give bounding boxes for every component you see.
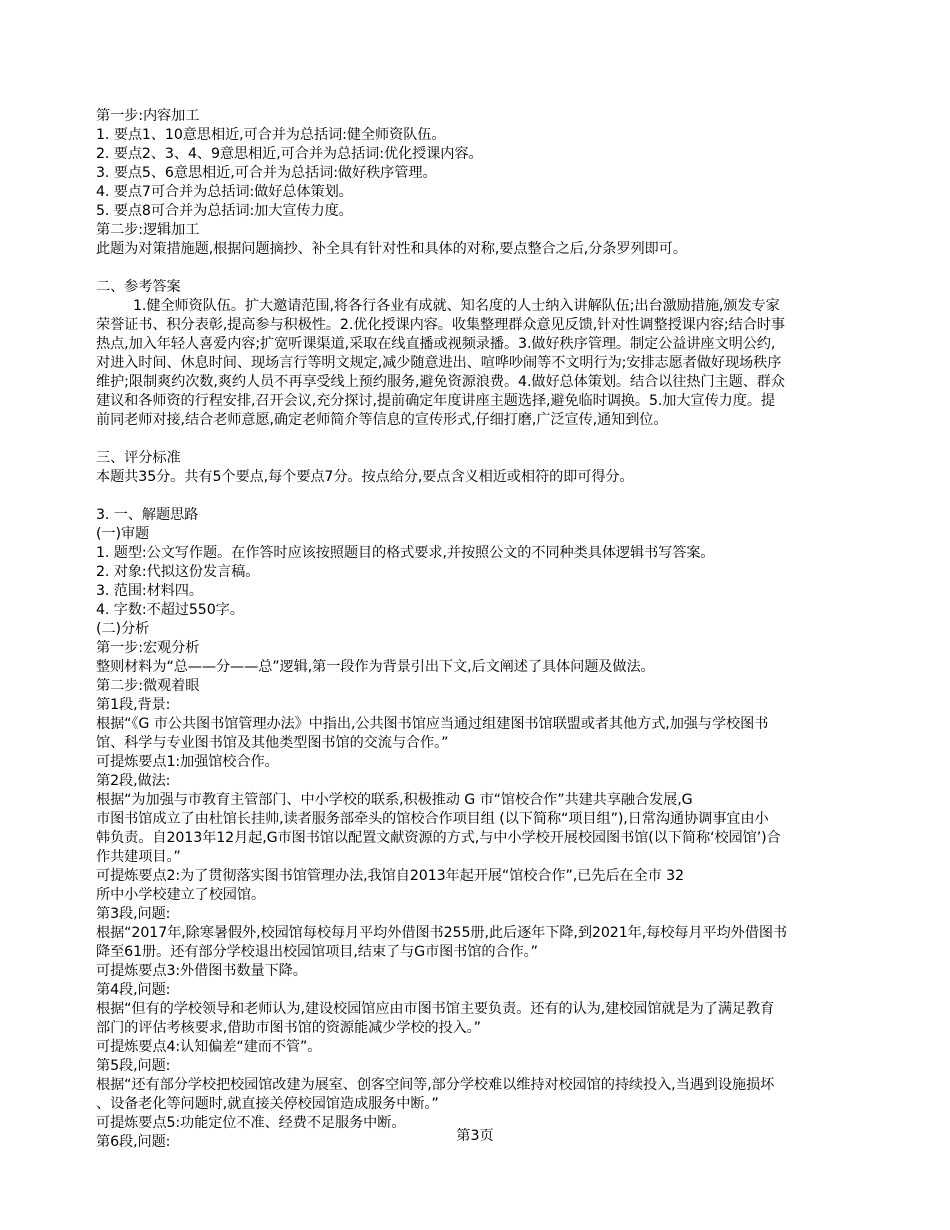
- text-line: 可提炼要点2:为了贯彻落实图书馆管理办法,我馆自2013年起开展“馆校合作”,已先后在全市 32: [96, 868, 684, 884]
- text-line: 根据“还有部分学校把校园馆改建为展室、创客空间等,部分学校难以维持对校园馆的持续投入,当遇到设施损坏: [96, 1077, 775, 1093]
- text-line: 第1段,背景:: [96, 697, 171, 713]
- scoring-heading: 三、评分标准: [96, 450, 181, 466]
- text-line: 2. 要点2、3、4、9意思相近,可合并为总括词:优化授课内容。: [96, 146, 483, 162]
- text-line: 第5段,问题:: [96, 1058, 171, 1074]
- text-line: 可提炼要点3:外借图书数量下降。: [96, 963, 307, 979]
- text-line: 3. 一、解题思路: [96, 507, 199, 523]
- scoring-text: 本题共35分。共有5个要点,每个要点7分。按点给分,要点含义相近或相符的即可得分。: [96, 469, 634, 485]
- text-line: 根据“2017年,除寒暑假外,校园馆每校每月平均外借图书255册,此后逐年下降,到2021年,每校每月平均外借图书: [96, 925, 787, 941]
- spacer: [96, 487, 866, 506]
- text-line: 可提炼要点1:加强馆校合作。: [96, 754, 279, 770]
- text-line: 第4段,问题:: [96, 982, 171, 998]
- text-line: 第一步:宏观分析: [96, 640, 200, 656]
- text-line: 4. 要点7可合并为总括词:做好总体策划。: [96, 184, 353, 200]
- section-content-processing: [96, 107, 866, 259]
- text-line: 韩负责。自2013年12月起,G市图书馆以配置文献资源的方式,与中小学校开展校园图书馆(以下简称‘校园馆’)合: [96, 830, 781, 846]
- text-line: 第2段,做法:: [96, 773, 171, 789]
- text-line: (二)分析: [96, 621, 150, 637]
- answer-heading: 二、参考答案: [96, 279, 181, 295]
- text-line: 第二步:逻辑加工: [96, 222, 200, 238]
- text-line: 5. 要点8可合并为总括词:加大宣传力度。: [96, 203, 353, 219]
- text-line: 市图书馆成立了由杜馆长挂帅,读者服务部牵头的馆校合作项目组 (以下简称“项目组”),日常沟通协调事宜由小: [96, 811, 769, 827]
- text-line: 可提炼要点4:认知偏差“建而不管”。: [96, 1039, 322, 1055]
- text-line: 、设备老化等问题时,就直接关停校园馆造成服务中断。”: [96, 1096, 439, 1112]
- paragraph-line: 荣誉证书、积分表彰,提高参与积极性。2.优化授课内容。收集整理群众意见反馈,针对性调整授课内容;结合时事: [96, 317, 785, 333]
- paragraph-line: 对进入时间、休息时间、现场言行等明文规定,减少随意进出、喧哗吵闹等不文明行为;安排志愿者做好现场秩序: [96, 355, 782, 371]
- text-line: 部门的评估考核要求,借助市图书馆的资源能减少学校的投入。”: [96, 1020, 481, 1036]
- text-line: 第3段,问题:: [96, 906, 171, 922]
- text-line: 降至61册。还有部分学校退出校园馆项目,结束了与G市图书馆的合作。”: [96, 944, 538, 960]
- text-line: 2. 对象:代拟这份发言稿。: [96, 564, 260, 580]
- spacer: [96, 430, 866, 449]
- text-line: 第6段,问题:: [96, 1134, 171, 1150]
- document-body: [96, 107, 866, 1152]
- text-line: 作共建项目。”: [96, 849, 181, 865]
- text-line: 第一步:内容加工: [96, 108, 200, 124]
- text-line: 1. 题型:公文写作题。在作答时应该按照题目的格式要求,并按照公文的不同种类具体逻辑书写答案。: [96, 545, 715, 561]
- paragraph-line: 热点,加入年轻人喜爱内容;扩宽听课渠道,采取在线直播或视频录播。3.做好秩序管理。制定公益讲座文明公约,: [96, 336, 776, 352]
- text-line: 第二步:微观着眼: [96, 678, 200, 694]
- spacer: [96, 259, 866, 278]
- text-line: 所中小学校建立了校园馆。: [96, 887, 266, 903]
- text-line: 根据“但有的学校领导和老师认为,建设校园馆应由市图书馆主要负责。还有的认为,建校园馆就是为了满足教育: [96, 1001, 775, 1017]
- paragraph-line: 建议和各师资的行程安排,召开会议,充分探讨,提前确定年度讲座主题选择,避免临时调换。5.加大宣传力度。提: [96, 393, 776, 409]
- text-line: 此题为对策措施题,根据问题摘抄、补全具有针对性和具体的对称,要点整合之后,分条罗列即可。: [96, 241, 687, 257]
- text-line: 根据“为加强与市教育主管部门、中小学校的联系,积极推动 G 市“馆校合作”共建共享融合发展,G: [96, 792, 693, 808]
- answer-paragraph: [96, 297, 866, 430]
- text-line: 整则材料为“总——分——总”逻辑,第一段作为背景引出下文,后文阐述了具体问题及做法。: [96, 659, 655, 675]
- section-reference-answer: [96, 278, 866, 430]
- text-line: 馆、科学与专业图书馆及其他类型图书馆的交流与合作。”: [96, 735, 449, 751]
- text-line: 4. 字数:不超过550字。: [96, 602, 244, 618]
- text-line: 可提炼要点5:功能定位不准、经费不足服务中断。: [96, 1115, 406, 1131]
- section-scoring: [96, 449, 866, 487]
- section-question-3: [96, 506, 866, 1152]
- text-line: 3. 范围:材料四。: [96, 583, 203, 599]
- paragraph-line: 维护;限制爽约次数,爽约人员不再享受线上预约服务,避免资源浪费。4.做好总体策划。结合以往热门主题、群众: [96, 374, 785, 390]
- text-line: 根据“《G 市公共图书馆管理办法》中指出,公共图书馆应当通过组建图书馆联盟或者其他方式,加强与学校图书: [96, 716, 769, 732]
- page-number: 第3页: [456, 1128, 494, 1144]
- text-line: 1. 要点1、10意思相近,可合并为总括词:健全师资队伍。: [96, 127, 446, 143]
- paragraph-line: 1.健全师资队伍。扩大邀请范围,将各行各业有成就、知名度的人士纳入讲解队伍;出台激励措施,颁发专家: [133, 298, 780, 314]
- paragraph-line: 前同老师对接,结合老师意愿,确定老师简介等信息的宣传形式,仔细打磨,广泛宣传,通知到位。: [96, 412, 668, 428]
- text-line: (一)审题: [96, 526, 150, 542]
- text-line: 3. 要点5、6意思相近,可合并为总括词:做好秩序管理。: [96, 165, 437, 181]
